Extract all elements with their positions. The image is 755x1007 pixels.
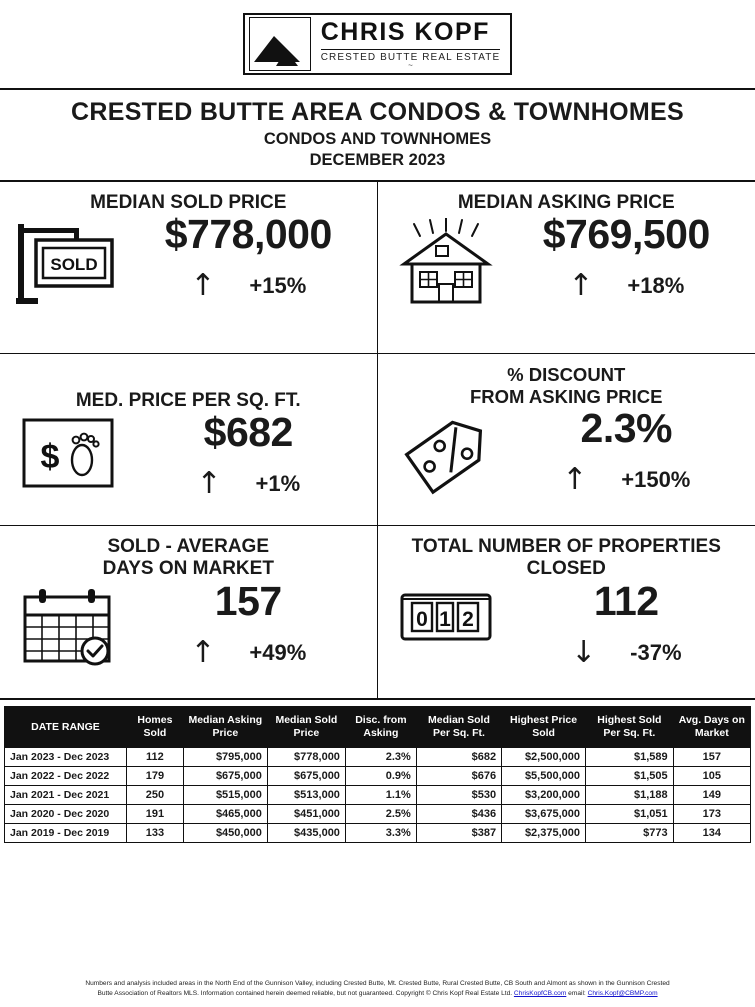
svg-text:0: 0 <box>415 607 428 631</box>
cell-median-sold-price: $451,000 <box>267 805 345 824</box>
cell-homes-sold: 191 <box>127 805 184 824</box>
metrics-row <box>0 526 755 698</box>
cell-median-asking-price: $465,000 <box>183 805 267 824</box>
table-row <box>5 767 751 786</box>
cell-homes-sold: 250 <box>127 786 184 805</box>
cell-disc-from-asking: 0.9% <box>345 767 416 786</box>
column-header-highest-sold-per-sqft: Highest Sold Per Sq. Ft. <box>586 707 674 748</box>
column-header-median-asking-price: Median Asking Price <box>183 707 267 748</box>
cell-disc-from-asking: 2.3% <box>345 748 416 767</box>
statistics-table-wrap <box>0 700 755 843</box>
cell-highest-price-sold: $2,375,000 <box>502 824 586 843</box>
cell-median-sold-per-sqft: $530 <box>416 786 501 805</box>
metric-delta: +18% <box>627 273 685 299</box>
cell-highest-price-sold: $2,500,000 <box>502 748 586 767</box>
cell-median-sold-per-sqft: $676 <box>416 767 501 786</box>
cell-median-sold-per-sqft: $682 <box>416 748 501 767</box>
table-row <box>5 824 751 843</box>
cell-date-range: Jan 2023 - Dec 2023 <box>5 748 127 767</box>
trend-down-icon: ↓ <box>571 634 597 670</box>
cell-homes-sold: 112 <box>127 748 184 767</box>
mountain-logo-icon <box>249 17 311 71</box>
cell-median-sold-per-sqft: $436 <box>416 805 501 824</box>
cell-median-sold-price: $675,000 <box>267 767 345 786</box>
metric-median-sold-price <box>0 182 378 353</box>
cell-avg-days-on-market: 134 <box>673 824 750 843</box>
cell-median-asking-price: $515,000 <box>183 786 267 805</box>
table-row <box>5 748 751 767</box>
cell-median-sold-price: $513,000 <box>267 786 345 805</box>
cell-date-range: Jan 2021 - Dec 2021 <box>5 786 127 805</box>
trend-up-icon: ↑ <box>568 268 594 304</box>
cell-highest-price-sold: $3,200,000 <box>502 786 586 805</box>
table-row <box>5 786 751 805</box>
metric-label-line2: FROM ASKING PRICE <box>469 385 663 407</box>
column-header-date-range: DATE RANGE <box>5 707 127 748</box>
cell-highest-price-sold: $5,500,000 <box>502 767 586 786</box>
cell-avg-days-on-market: 105 <box>673 767 750 786</box>
cell-homes-sold: 179 <box>127 767 184 786</box>
cell-highest-sold-per-sqft: $1,505 <box>586 767 674 786</box>
metric-delta: +150% <box>621 466 691 492</box>
metric-label: MED. PRICE PER SQ. FT. <box>75 390 301 411</box>
svg-text:SOLD: SOLD <box>50 255 98 275</box>
logo-band <box>0 0 755 88</box>
metric-properties-closed <box>378 526 755 698</box>
column-header-disc-from-asking: Disc. from Asking <box>345 707 416 748</box>
metric-label-line2: DAYS ON MARKET <box>102 558 274 580</box>
cell-median-asking-price: $450,000 <box>183 824 267 843</box>
svg-text:$: $ <box>40 438 60 477</box>
email-link[interactable]: Chris.Kopf@CBMP.com <box>587 990 658 998</box>
report-date: DECEMBER 2023 <box>309 151 446 169</box>
brand-logo <box>243 13 513 75</box>
calendar-check-icon <box>8 581 128 667</box>
metric-price-per-sqft <box>0 354 378 525</box>
cell-date-range: Jan 2020 - Dec 2020 <box>5 805 127 824</box>
cell-median-asking-price: $675,000 <box>183 767 267 786</box>
metric-label-line1: % DISCOUNT <box>507 364 626 385</box>
metric-discount-from-asking <box>378 354 755 525</box>
brand-name: CHRIS KOPF <box>320 17 490 46</box>
metric-value: $769,500 <box>542 211 710 258</box>
cell-median-sold-price: $435,000 <box>267 824 345 843</box>
metrics-row <box>0 182 755 354</box>
metric-delta: +1% <box>255 471 301 497</box>
svg-text:1: 1 <box>438 607 451 631</box>
metric-label-line2: CLOSED <box>526 558 606 580</box>
house-icon <box>386 214 506 308</box>
cell-date-range: Jan 2019 - Dec 2019 <box>5 824 127 843</box>
report-title-band <box>0 88 755 182</box>
metric-value: $682 <box>203 409 293 456</box>
cell-median-sold-per-sqft: $387 <box>416 824 501 843</box>
cell-highest-sold-per-sqft: $1,589 <box>586 748 674 767</box>
metric-label-line1: TOTAL NUMBER OF PROPERTIES <box>411 536 721 557</box>
cell-avg-days-on-market: 149 <box>673 786 750 805</box>
website-link[interactable]: ChrisKopfCB.com <box>513 990 567 998</box>
column-header-homes-sold: Homes Sold <box>127 707 184 748</box>
counter-icon <box>386 581 506 647</box>
email-label: email: <box>566 990 586 998</box>
metrics-row <box>0 354 755 526</box>
column-header-avg-days-on-market: Avg. Days on Market <box>673 707 750 748</box>
cell-highest-price-sold: $3,675,000 <box>502 805 586 824</box>
cell-disc-from-asking: 3.3% <box>345 824 416 843</box>
column-header-highest-price-sold: Highest Price Sold <box>502 707 586 748</box>
disclaimer-footer <box>0 973 755 1007</box>
metric-days-on-market <box>0 526 378 698</box>
metric-median-asking-price <box>378 182 755 353</box>
cell-disc-from-asking: 2.5% <box>345 805 416 824</box>
metric-delta: -37% <box>630 639 682 665</box>
table-header-row <box>5 707 751 748</box>
metric-label: MEDIAN ASKING PRICE <box>457 192 675 213</box>
metric-value: 2.3% <box>580 404 672 451</box>
cell-disc-from-asking: 1.1% <box>345 786 416 805</box>
cell-median-asking-price: $795,000 <box>183 748 267 767</box>
cell-avg-days-on-market: 173 <box>673 805 750 824</box>
trend-up-icon: ↑ <box>190 268 216 304</box>
column-header-median-sold-per-sqft: Median Sold Per Sq. Ft. <box>416 707 501 748</box>
cell-highest-sold-per-sqft: $1,188 <box>586 786 674 805</box>
metric-label: MEDIAN SOLD PRICE <box>90 192 287 213</box>
column-header-median-sold-price: Median Sold Price <box>267 707 345 748</box>
metric-delta: +15% <box>249 273 307 299</box>
metric-value: 112 <box>593 577 659 624</box>
sold-sign-icon <box>8 214 128 310</box>
cell-median-sold-price: $778,000 <box>267 748 345 767</box>
trend-up-icon: ↑ <box>196 466 222 502</box>
svg-text:2: 2 <box>461 607 474 631</box>
cell-homes-sold: 133 <box>127 824 184 843</box>
disclaimer-line-1: Numbers and analysis included areas in the North End of the Gunnison Valley, including Crested Butte, Mt. Crested Butte, Rural Crested Butte, CB South and Almont as shown in the Gunnison Crested <box>85 980 670 988</box>
cell-highest-sold-per-sqft: $773 <box>586 824 674 843</box>
metric-delta: +49% <box>249 639 307 665</box>
metric-label-line1: SOLD - AVERAGE <box>107 536 269 557</box>
cell-date-range: Jan 2022 - Dec 2022 <box>5 767 127 786</box>
disclaimer-text: Butte Association of Realtors MLS. Information contained herein deemed reliable, but not guaranteed. Copyright © Chris Kopf Real Estate Ltd. <box>97 990 514 998</box>
table-row <box>5 805 751 824</box>
page-subtitle: CONDOS AND TOWNHOMES <box>263 130 492 148</box>
metric-value: $778,000 <box>164 211 332 258</box>
disclaimer-line-2 <box>10 989 745 999</box>
logo-flourish-icon: ~ <box>408 60 413 70</box>
brand-subtitle: CRESTED BUTTE REAL ESTATE <box>321 49 501 63</box>
cell-highest-sold-per-sqft: $1,051 <box>586 805 674 824</box>
trend-up-icon: ↑ <box>190 634 216 670</box>
trend-up-icon: ↑ <box>562 461 588 497</box>
metrics-grid <box>0 182 755 700</box>
metric-value: 157 <box>214 577 282 624</box>
dollar-foot-icon <box>8 412 128 490</box>
discount-tag-icon <box>386 408 506 498</box>
page-title: CRESTED BUTTE AREA CONDOS & TOWNHOMES <box>71 98 684 126</box>
cell-avg-days-on-market: 157 <box>673 748 750 767</box>
statistics-table <box>4 706 751 843</box>
